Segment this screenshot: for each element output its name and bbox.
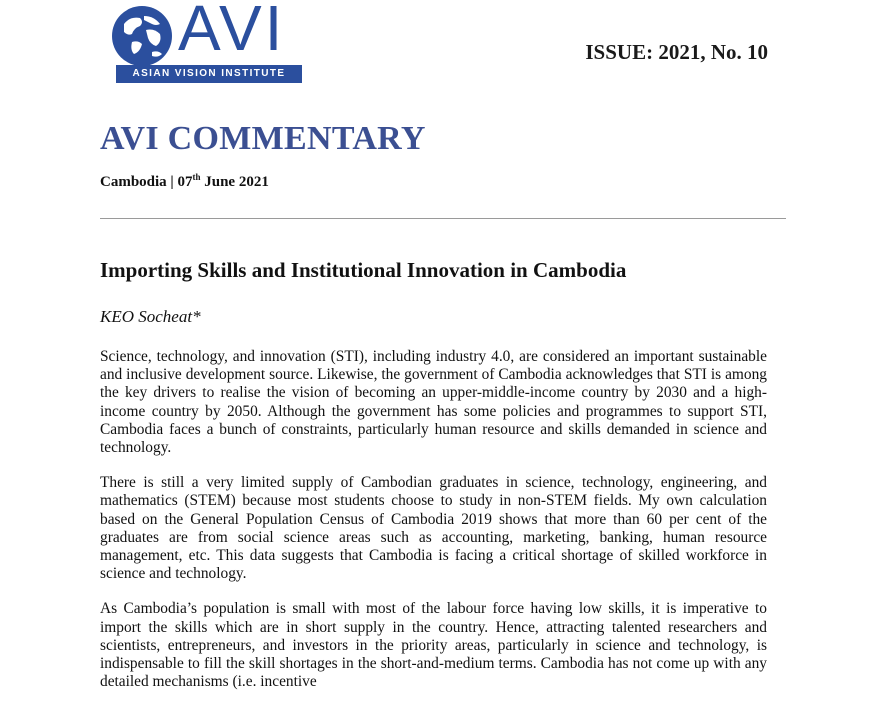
- article-title: Importing Skills and Institutional Innovation in Cambodia: [100, 258, 627, 282]
- dateline-date: June 2021: [200, 174, 269, 190]
- issue-number: ISSUE: 2021, No. 10: [585, 40, 768, 64]
- article-author: KEO Socheat*: [100, 307, 201, 326]
- dateline-place: Cambodia | 07: [100, 174, 193, 190]
- paragraph: Science, technology, and innovation (STI), including industry 4.0, are considered an important sustainable and inclusive development source. Likewise, the government of Cambodia acknowledges that STI is among the key drivers to realise the vision of becoming an upper-middle-income country by 2030 and a high-income country by 2050. Although the government has some policies and programmes to support STI, Cambodia faces a bunch of constraints, particularly human resource and skills demanded in science and technology.: [100, 348, 767, 457]
- paragraph: There is still a very limited supply of Cambodian graduates in science, technology, engineering, and mathematics (STEM) because most students choose to study in non-STEM fields. My own calculation based on the General Population Census of Cambodia 2019 shows that more than 60 per cent of the graduates are from social science areas such as accounting, marketing, banking, human resource management, etc. This data suggests that Cambodia is facing a critical shortage of skilled workforce in science and technology.: [100, 474, 767, 583]
- avi-logo: [110, 2, 300, 84]
- logo-wordmark: AVI: [178, 0, 286, 64]
- divider: [100, 218, 786, 219]
- article-body: [100, 348, 767, 708]
- logo-tagline: ASIAN VISION INSTITUTE: [116, 65, 302, 83]
- dateline-ordinal: th: [192, 172, 201, 182]
- globe-icon: [110, 4, 174, 68]
- series-title: AVI COMMENTARY: [100, 120, 426, 157]
- dateline: [100, 172, 269, 191]
- paragraph: As Cambodia’s population is small with most of the labour force having low skills, it is imperative to import the skills which are in short supply in the country. Hence, attracting talented researchers and scientists, entrepreneurs, and investors in the priority areas, particularly in science and technology, is indispensable to fill the skill shortages in the short-and-medium terms. Cambodia has not come up with any detailed mechanisms (i.e. incentive: [100, 600, 767, 691]
